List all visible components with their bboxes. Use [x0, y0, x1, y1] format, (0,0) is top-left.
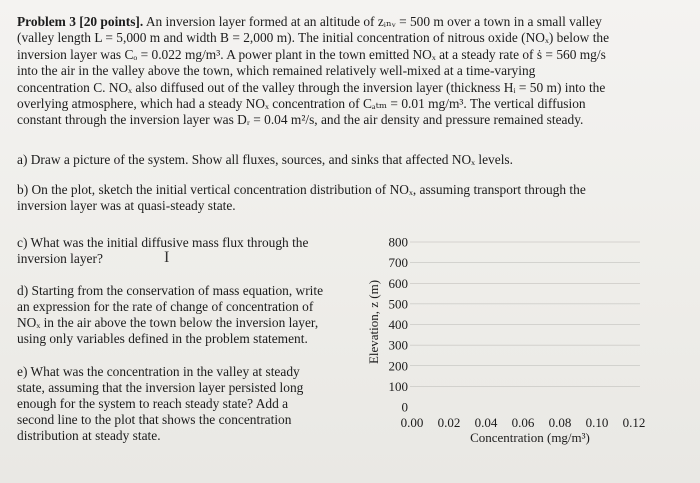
x-axis-label: Concentration (mg/m³)	[470, 430, 590, 445]
problem-line-6: overlying atmosphere, which had a steady NOₓ concentration of Cₐₜₘ = 0.01 mg/m³. The vertical diffusion	[17, 96, 586, 112]
x-tick-label: 0.08	[548, 415, 572, 430]
problem-line-5: concentration C. NOₓ also diffused out of the valley through the inversion layer (thickness Hᵢ = 50 m) into the	[17, 79, 606, 95]
y-tick-label: 500	[388, 296, 408, 312]
x-tick-label: 0.02	[437, 415, 461, 430]
x-tick-label: 0.10	[585, 415, 609, 430]
question-b-line-2: inversion layer was at quasi-steady state.	[17, 198, 236, 214]
y-tick-label: 200	[388, 358, 408, 374]
x-tick-label: 0.12	[622, 415, 646, 430]
problem-line-2: (valley length L = 5,000 m and width B = 2,000 m). The initial concentration of nitrous oxide (NOₓ) below the	[17, 30, 610, 46]
question-e-line-5: distribution at steady state.	[17, 428, 161, 443]
y-tick-label: 800	[388, 234, 408, 250]
y-tick-label: 700	[388, 255, 408, 271]
y-tick-label: 300	[388, 337, 408, 353]
question-a: a) Draw a picture of the system. Show all fluxes, sources, and sinks that affected NOₓ levels.	[17, 152, 513, 167]
problem-text-1: An inversion layer formed at an altitude of zᵢₙᵥ = 500 m over a town in a small valley	[145, 14, 602, 29]
question-e-line-2: state, assuming that the inversion layer persisted long	[17, 380, 304, 395]
question-c-line-2: inversion layer?	[17, 251, 103, 266]
text-cursor-icon: I	[164, 249, 170, 266]
question-d-line-3: NOₓ in the air above the town below the inversion layer,	[17, 315, 319, 330]
y-tick-label: 600	[388, 275, 408, 291]
question-d-line-1: d) Starting from the conservation of mass equation, write	[17, 283, 324, 298]
question-d-line-4: using only variables defined in the problem statement.	[17, 331, 308, 346]
x-tick-label: 0.04	[474, 415, 498, 430]
question-b-line-1: b) On the plot, sketch the initial vertical concentration distribution of NOₓ, assuming transport through the	[17, 182, 586, 197]
x-tick-label: 0.06	[511, 415, 535, 430]
y-axis-label: Elevation, z (m)	[366, 279, 381, 365]
question-d-line-2: an expression for the rate of change of concentration of	[17, 299, 314, 314]
question-e-line-4: second line to the plot that shows the concentration	[17, 412, 292, 427]
question-e-line-1: e) What was the concentration in the valley at steady	[17, 364, 300, 379]
problem-line-7: constant through the inversion layer was Dᵣ = 0.04 m²/s, and the air density and pressure remained steady.	[17, 112, 584, 128]
question-c-line-1: c) What was the initial diffusive mass flux through the	[17, 235, 309, 250]
problem-line-4: into the air in the valley above the town, which remained relatively well-mixed at a time-varying	[17, 63, 536, 79]
y-tick-label: 100	[388, 378, 408, 394]
y-tick-label: 400	[388, 317, 408, 332]
problem-heading: Problem 3 [20 points].	[17, 14, 144, 29]
question-e-line-3: enough for the system to reach steady state? Add a	[17, 396, 289, 411]
x-tick-label: 0.00	[400, 415, 424, 430]
y-tick-label: 0	[401, 399, 408, 415]
problem-line-3: inversion layer was Cₒ = 0.022 mg/m³. A power plant in the town emitted NOₓ at a steady rate of ṡ = 560 mg/s	[17, 46, 606, 62]
